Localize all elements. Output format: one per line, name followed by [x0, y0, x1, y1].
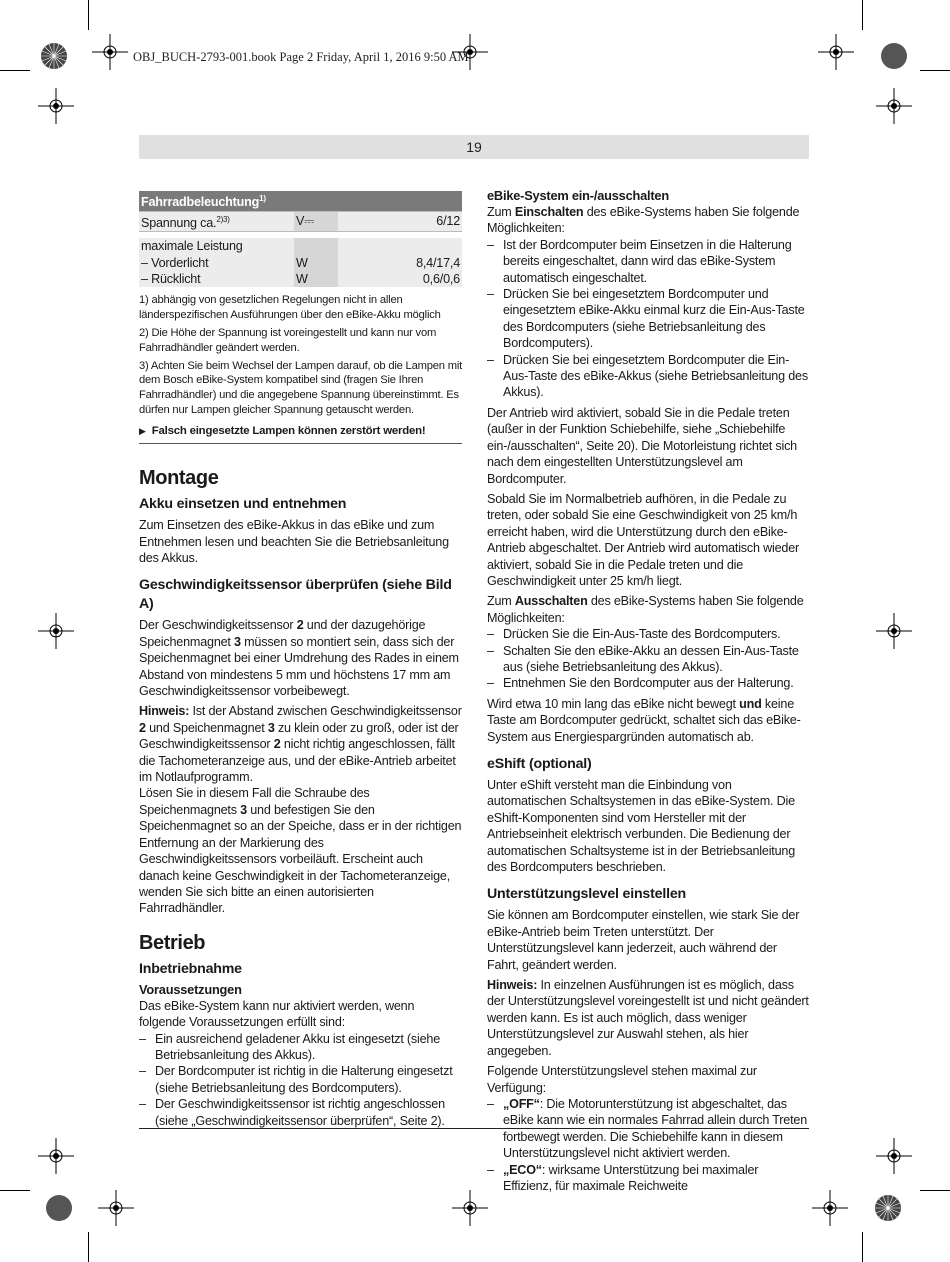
- paragraph-antrieb: Der Antrieb wird aktiviert, sobald Sie in die Pedale treten (außer in der Funktion Schiebehilfe, siehe „Schiebehilfe ein-/ausschalten“, Seite 20). Die Motorleistung richtet sich nach dem eingestellten Unterstützungslevel am Bordcomputer.: [487, 405, 797, 486]
- list-item: – Drücken Sie die Ein-Aus-Taste des Bordcomputers.: [487, 626, 810, 642]
- print-header: OBJ_BUCH-2793-001.book Page 2 Friday, April 1, 2016 9:50 AM: [133, 50, 469, 64]
- heading-ein-ausschalten: eBike-System ein-/ausschalten: [487, 188, 669, 203]
- registration-mark-bottom-left: [37, 1186, 81, 1230]
- spec-unit: [294, 238, 338, 254]
- subsection-title-akku: Akku einsetzen und entnehmen: [139, 496, 347, 513]
- crosshair-mark-top-3: [818, 34, 854, 70]
- paragraph-akku: Zum Einsetzen des eBike-Akkus in das eBike und zum Entnehmen lesen und beachten Sie die Betriebsanleitung des Akkus.: [139, 518, 449, 565]
- spec-unit: W: [294, 271, 338, 287]
- list-item: – Drücken Sie bei eingesetztem Bordcomputer und eingesetztem eBike-Akku einmal kurz die Ein-Aus-Taste des Bordcomputers (siehe Betriebsanleitung des Bordcomputers).: [487, 286, 810, 352]
- spec-table-title-sup: 1): [259, 194, 266, 203]
- page-number-bar: [139, 135, 809, 159]
- crosshair-mark-left-top: [38, 88, 74, 124]
- list-item: – Ein ausreichend geladener Akku ist eingesetzt (siehe Betriebsanleitung des Akkus).: [139, 1031, 462, 1064]
- paragraph-sensor-hinweis: Hinweis: Ist der Abstand zwischen Geschwindigkeitssensor 2 und Speichenmagnet 3 zu klein oder zu groß, oder ist der Geschwindigkeitssensor 2 nicht richtig angeschlossen, fällt die Tachometeranzeige aus, und der eBike-Antrieb arbeitet im Notlaufprogramm.: [139, 704, 462, 785]
- spec-table-title: Fahrradbeleuchtung: [141, 195, 260, 210]
- crosshair-mark-left-bottom: [38, 1138, 74, 1174]
- crosshair-mark-left-middle: [38, 613, 74, 649]
- paragraph-normalbetrieb: Sobald Sie im Normalbetrieb aufhören, in die Pedale zu treten, oder sobald Sie eine Geschwindigkeit von 25 km/h erreicht haben, wird die Unterstützung durch den eBike-Antrieb abgeschaltet. Der Antrieb wird automatisch wieder aktiviert, sobald Sie in die Pedale treten und die Geschwindigkeit unter 25 km/h liegt.: [487, 491, 800, 588]
- list-item: – Schalten Sie den eBike-Akku an dessen Ein-Aus-Taste aus (siehe Betriebsanleitung des Akkus).: [487, 643, 810, 676]
- crosshair-mark-right-top: [876, 88, 912, 124]
- footnote: 3) Achten Sie beim Wechsel der Lampen darauf, ob die Lampen mit dem Bosch eBike-System kompatibel sind (fragen Sie Ihren Fahrradhändler) und die angegebene Spannung übereinstimmt. Es dürfen nur Lampen gleicher Spannung getauscht werden.: [139, 359, 463, 416]
- warning-note: [139, 423, 462, 444]
- crosshair-mark-top-1: [92, 34, 128, 70]
- trim-line: [920, 1190, 950, 1191]
- trim-line: [88, 0, 89, 30]
- paragraph-ausschalten-intro: Zum Ausschalten des eBike-Systems haben Sie folgende Möglichkeiten:: [487, 594, 804, 625]
- trim-line: [0, 1190, 30, 1191]
- spec-label: – Rücklicht: [139, 271, 294, 287]
- spec-row-rear-light: [139, 271, 462, 287]
- spec-label: maximale Leistung: [139, 238, 294, 254]
- spec-value: 0,6/0,6: [338, 271, 462, 287]
- paragraph-voraussetzungen: Das eBike-System kann nur aktiviert werden, wenn folgende Voraussetzungen erfüllt sind:: [139, 998, 415, 1030]
- spec-row-max-power: [139, 238, 462, 254]
- spec-footnotes: [139, 293, 462, 417]
- crosshair-mark-right-bottom: [876, 1138, 912, 1174]
- page-number: 19: [466, 139, 482, 155]
- crosshair-mark-bottom-1: [98, 1190, 134, 1226]
- spec-label: Spannung ca.: [141, 215, 217, 230]
- paragraph-level-hinweis: Hinweis: In einzelnen Ausführungen ist es möglich, dass der Unterstützungslevel voreingestellt ist und nicht geändert werden kann. Es ist auch möglich, dass weniger Unterstützungslevel zur Auswahl stehen, als hier angegeben.: [487, 978, 809, 1058]
- spec-row-voltage: [139, 211, 462, 232]
- spec-value: [338, 238, 462, 254]
- subsection-title-sensor: Geschwindigkeitssensor überprüfen (siehe Bild A): [139, 577, 452, 613]
- paragraph-sensor-3: Lösen Sie in diesem Fall die Schraube des Speichenmagnets 3 und befestigen Sie den Speichenmagnet so an der Speiche, dass er in der richtigen Entfernung an der Markierung des Geschwindigkeitssensors vorbeiläuft. Erscheint auch danach keine Geschwindigkeit in der Tachometeranzeige, wenden Sie sich bitte an einen autorisierten Fahrradhändler.: [139, 786, 462, 916]
- registration-mark-top-left: [32, 34, 76, 78]
- right-column: [487, 187, 810, 1198]
- list-level: [487, 1096, 810, 1194]
- list-item: – Ist der Bordcomputer beim Einsetzen in die Halterung bereits eingeschaltet, dann wird das eBike-System automatisch eingeschaltet.: [487, 237, 810, 286]
- crosshair-mark-bottom-3: [812, 1190, 848, 1226]
- trim-line: [0, 70, 30, 71]
- paragraph-level-3: Folgende Unterstützungslevel stehen maximal zur Verfügung:: [487, 1064, 757, 1095]
- list-item: – „OFF“: Die Motorunterstützung ist abgeschaltet, das eBike kann wie ein normales Fahrrad allein durch Treten fortbewegt werden. Die Schiebehilfe kann in diesem Unterstützungslevel nicht aktiviert werden.: [487, 1096, 810, 1162]
- crosshair-mark-bottom-2: [452, 1190, 488, 1226]
- spec-row-front-light: [139, 255, 462, 271]
- list-voraussetzungen: [139, 1031, 462, 1129]
- list-item: – Entnehmen Sie den Bordcomputer aus der Halterung.: [487, 675, 810, 691]
- warning-text: Falsch eingesetzte Lampen können zerstört werden!: [151, 424, 426, 437]
- trim-line: [862, 0, 863, 30]
- footnote: 1) abhängig von gesetzlichen Regelungen nicht in allen länderspezifischen Ausführungen über den eBike-Akku möglich: [139, 294, 441, 322]
- footnote: 2) Die Höhe der Spannung ist voreingestellt und kann nur vom Fahrradhändler geändert werden.: [139, 327, 437, 354]
- spec-value: 8,4/17,4: [338, 255, 462, 271]
- trim-line: [862, 1232, 863, 1262]
- list-item: – Drücken Sie bei eingesetztem Bordcomputer die Ein-Aus-Taste des eBike-Akkus (siehe Betriebsanleitung des Akkus).: [487, 352, 810, 401]
- paragraph-einschalten-intro: Zum Einschalten des eBike-Systems haben Sie folgende Möglichkeiten:: [487, 205, 800, 236]
- list-item: – Der Bordcomputer ist richtig in die Halterung eingesetzt (siehe Betriebsanleitung des Bordcomputers).: [139, 1063, 462, 1096]
- crosshair-mark-right-middle: [876, 613, 912, 649]
- paragraph-sensor-1: Der Geschwindigkeitssensor 2 und der dazugehörige Speichenmagnet 3 müssen so montiert sein, dass sich der Speichenmagnet bei einer Umdrehung des Rades in einem Abstand von mindestens 5 mm und höchstens 17 mm am Geschwindigkeitssensor vorbeibewegt.: [139, 618, 459, 699]
- paragraph-level-1: Sie können am Bordcomputer einstellen, wie stark Sie der eBike-Antrieb beim Treten unterstützt. Der Unterstützungslevel kann jederzeit, auch während der Fahrt, geändert werden.: [487, 908, 800, 972]
- spec-unit: W: [294, 255, 338, 271]
- left-column: [139, 191, 462, 1133]
- subsection-title-level: Unterstützungslevel einstellen: [487, 886, 686, 903]
- spec-table: [139, 191, 462, 287]
- subsection-title-eshift: eShift (optional): [487, 756, 592, 772]
- registration-mark-bottom-right: [866, 1186, 910, 1230]
- subsection-title-inbetriebnahme: Inbetriebnahme: [139, 960, 242, 977]
- list-item: – „ECO“: wirksame Unterstützung bei maximaler Effizienz, für maximale Reichweite: [487, 1162, 810, 1195]
- heading-voraussetzungen: Voraussetzungen: [139, 981, 242, 997]
- list-einschalten: [487, 237, 810, 401]
- spec-unit: V⎓: [294, 211, 338, 232]
- trim-line: [920, 70, 950, 71]
- trim-line: [88, 1232, 89, 1262]
- list-ausschalten: [487, 626, 810, 692]
- bottom-rule: [139, 1128, 809, 1129]
- paragraph-eshift: Unter eShift versteht man die Einbindung von automatischen Schaltsystemen in das eBike-System. Die eShift-Komponenten sind vom Hersteller mit der Antriebseinheit elektrisch verbunden. Die Bedienung der automatischen Schaltsysteme ist in der Betriebsanleitung des Bordcomputers beschrieben.: [487, 778, 796, 875]
- section-title-montage: Montage: [139, 467, 219, 490]
- triangle-bullet-icon: ▶: [139, 425, 146, 436]
- paragraph-auto-off: Wird etwa 10 min lang das eBike nicht bewegt und keine Taste am Bordcomputer gedrückt, schaltet sich das eBike-System aus Energiespargründen automatisch ab.: [487, 696, 801, 744]
- spec-value: 6/12: [338, 211, 462, 232]
- section-title-betrieb: Betrieb: [139, 931, 206, 954]
- spec-sup: 2)3): [216, 214, 230, 224]
- spec-label: – Vorderlicht: [139, 255, 294, 271]
- spec-table-header: [139, 191, 462, 211]
- list-item: – Der Geschwindigkeitssensor ist richtig angeschlossen (siehe „Geschwindigkeitssensor überprüfen“, Seite 2).: [139, 1096, 462, 1129]
- registration-mark-top-right: [872, 34, 916, 78]
